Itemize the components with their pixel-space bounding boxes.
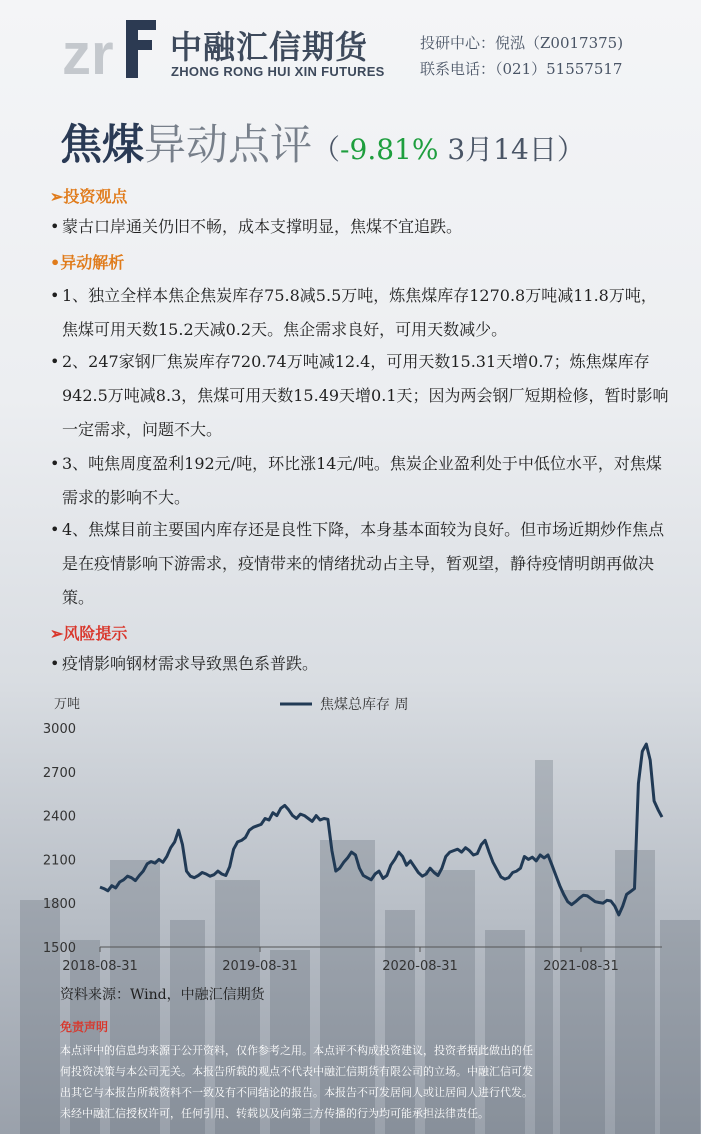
view-text: 蒙古口岸通关仍旧不畅，成本支撑明显，焦煤不宜追跌。: [62, 217, 463, 236]
bullet: •: [50, 520, 60, 539]
risk-paragraph: [50, 647, 670, 681]
report-header: [0, 0, 701, 100]
title-change: -9.81%: [340, 133, 439, 166]
disclaimer-line: 本点评中的信息均来源于公开资料，仅作参考之用。本点评不构成投资建议，投资者据此做出的任: [60, 1044, 533, 1057]
title-commodity: 焦煤: [60, 120, 145, 169]
analysis-text: 4、焦煤目前主要国内库存还是良性下降，本身基本面较为良好。但市场近期炒作焦点是在疫情影响下游需求，疫情带来的情绪扰动占主导，暂观望，静待疫情明朗再做决策。: [62, 520, 665, 607]
y-tick-label: 3000: [42, 722, 76, 737]
title-date: 3月14日）: [438, 133, 585, 166]
analysis-text: 1、独立全样本焦企焦炭库存75.8减5.5万吨，炼焦煤库存1270.8万吨减11.8万吨，焦煤可用天数15.2天减0.2天。焦企需求良好，可用天数减少。: [62, 286, 657, 339]
disclaimer-line: 未经中融汇信授权许可，任何引用、转载以及向第三方传播的行为均可能承担法律责任。: [60, 1107, 489, 1120]
inventory-chart: [40, 690, 680, 980]
y-tick-label: 1800: [42, 897, 76, 913]
company-logo: [60, 12, 160, 82]
risk-text: 疫情影响钢材需求导致黑色系普跌。: [62, 654, 319, 673]
disclaimer-title: 免责声明: [60, 1020, 109, 1034]
series-line: [100, 744, 662, 915]
y-tick-label: 2400: [42, 809, 76, 825]
data-source: 资料来源：Wind，中融汇信期货: [60, 987, 265, 1003]
chart-svg: [40, 690, 680, 980]
bullet: •: [50, 352, 60, 371]
x-tick-label: 2019-08-31: [222, 959, 298, 974]
y-tick-label: 1500: [42, 941, 76, 956]
bullet: •: [50, 654, 60, 673]
disclaimer-line: 何投资决策与本公司无关。本报告所载的观点不代表中融汇信期货有限公司的立场。中融汇信可发: [60, 1065, 533, 1078]
company-name-cn: 中融汇信期货: [170, 28, 369, 66]
section-risk: ➢风险提示: [50, 624, 128, 643]
bullet: •: [50, 286, 60, 305]
disclaimer-line: 出其它与本报告所载资料不一致及有不同结论的报告。本报告不可发居间人或让居间人进行代发。: [60, 1086, 533, 1099]
y-axis-unit: 万吨: [54, 697, 81, 712]
title-paren: （: [312, 133, 341, 166]
contact-phone: 联系电话：（021）51557517: [420, 60, 623, 78]
y-tick-label: 2700: [42, 765, 76, 781]
section-investment-view: ➢投资观点: [50, 187, 128, 206]
disclaimer-text: [60, 1040, 650, 1124]
analysis-text: 3、吨焦周度盈利192元/吨，环比涨14元/吨。焦炭企业盈利处于中低位水平，对焦煤需求的影响不大。: [62, 454, 662, 507]
x-tick-label: 2018-08-31: [62, 959, 138, 974]
section-analysis: •异动解析: [50, 253, 125, 272]
view-paragraph: [50, 210, 670, 244]
analysis-item-3: [50, 447, 670, 515]
legend-label: 焦煤总库存 周: [320, 697, 409, 713]
analysis-item-2: [50, 345, 670, 447]
company-name-en: ZHONG RONG HUI XIN FUTURES: [171, 64, 385, 79]
title-type: 异动点评: [144, 120, 313, 169]
contact-analyst: 投研中心：倪泓（Z0017375): [420, 34, 624, 52]
bullet: •: [50, 454, 60, 473]
analysis-text: 2、247家钢厂焦炭库存720.74万吨减12.4，可用天数15.31天增0.7；炼焦煤库存942.5万吨减8.3，焦煤可用天数15.49天增0.1天；因为两会钢厂短期检修，暂时影响一定需求，问题不大。: [62, 352, 669, 439]
bullet: •: [50, 217, 60, 236]
x-tick-label: 2021-08-31: [543, 959, 619, 974]
report-title: [60, 112, 585, 172]
analysis-item-1: [50, 279, 670, 347]
analysis-item-4: [50, 513, 670, 615]
x-tick-label: 2020-08-31: [382, 959, 458, 974]
y-tick-label: 2100: [42, 853, 76, 869]
svg-text:zr: zr: [62, 22, 114, 82]
